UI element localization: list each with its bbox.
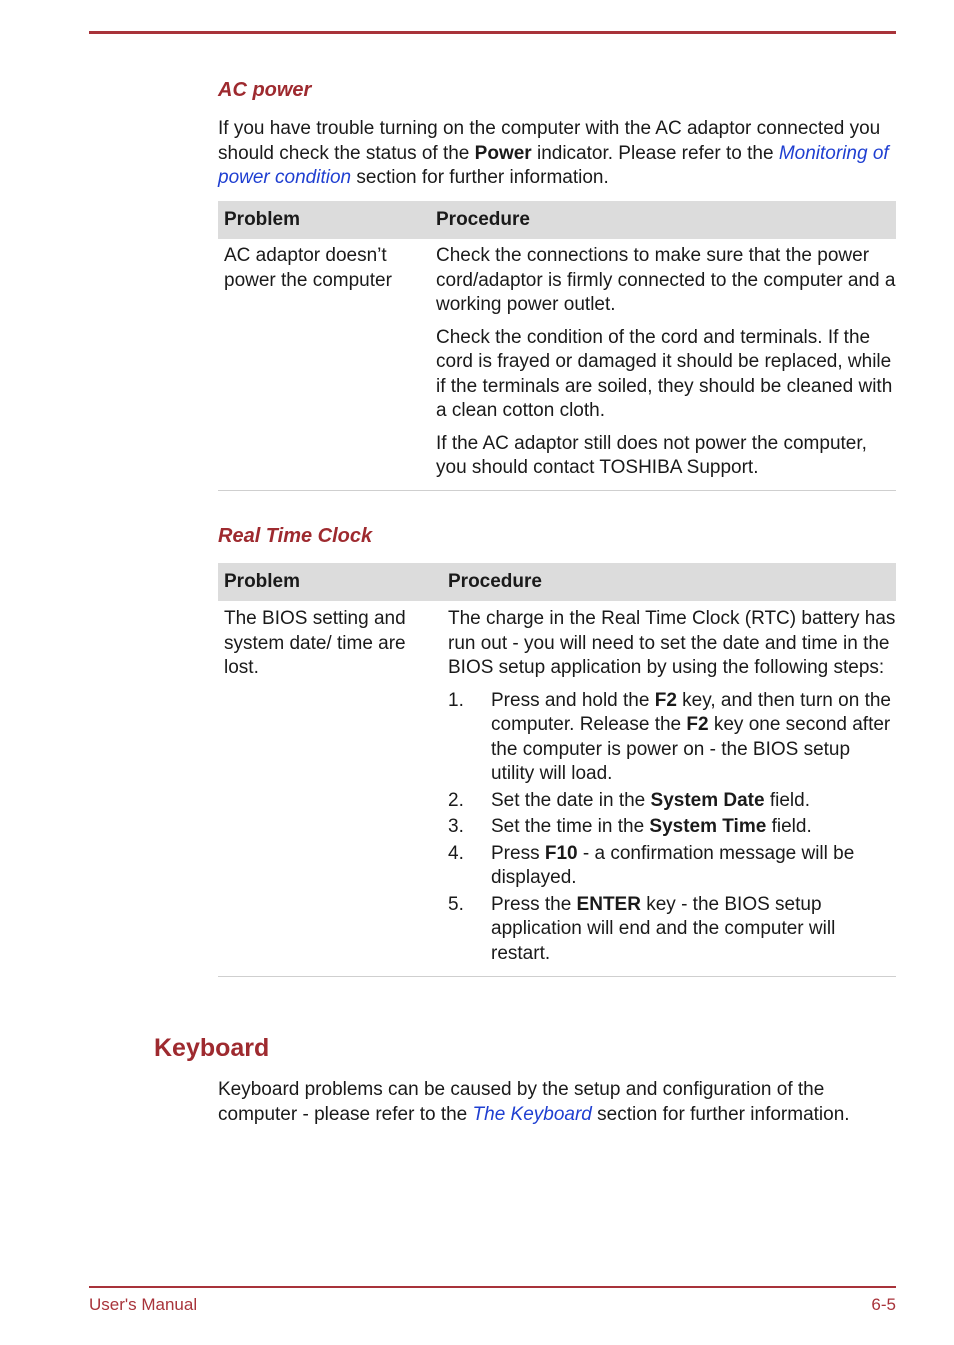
problem-cell: AC adaptor doesn’t power the computer xyxy=(218,239,430,490)
step-text: key one second after the computer is power on - the BIOS setup utility will load. xyxy=(491,714,891,784)
section-heading-keyboard: Keyboard xyxy=(154,1034,270,1062)
key-name: F2 xyxy=(654,689,677,711)
step-number: 4. xyxy=(448,842,464,864)
field-name: System Date xyxy=(650,789,765,811)
problem-cell: The BIOS setting and system date/ time are lost. xyxy=(218,601,442,977)
header-procedure: Procedure xyxy=(442,563,896,601)
header-procedure: Procedure xyxy=(430,201,896,239)
header-problem: Problem xyxy=(218,563,442,601)
step-text: Set the time in the xyxy=(491,816,650,837)
list-item xyxy=(448,815,896,840)
step-text: key - the BIOS setup application will end and the computer will restart. xyxy=(491,893,836,964)
procedure-cell xyxy=(430,239,896,490)
step-text: field. xyxy=(764,789,810,811)
power-indicator-term: Power xyxy=(474,142,532,164)
ac-power-intro-text-1: If you have trouble turning on the computer with the AC adaptor connected you should check the status of the xyxy=(218,118,881,164)
step-text: Set the date in the xyxy=(491,789,651,811)
procedure-paragraph: Check the connections to make sure that the power cord/adaptor is firmly connected to the computer and a working power outlet. xyxy=(436,245,896,315)
step-text: Press the xyxy=(491,893,577,915)
procedure-paragraph: If the AC adaptor still does not power the computer, you should contact TOSHIBA Support. xyxy=(436,432,867,478)
section-heading-real-time-clock: Real Time Clock xyxy=(218,525,373,547)
procedure-cell xyxy=(442,601,896,977)
ac-power-table xyxy=(218,201,896,491)
step-text: - a confirmation message will be displayed. xyxy=(491,842,855,888)
rtc-table xyxy=(218,563,896,977)
step-text: Press and hold the xyxy=(491,689,655,711)
section-heading-ac-power: AC power xyxy=(218,79,312,101)
key-name: F10 xyxy=(544,842,578,864)
the-keyboard-link[interactable]: The Keyboard xyxy=(472,1103,592,1125)
list-item xyxy=(448,893,896,967)
monitoring-power-condition-link[interactable]: Monitoring of power condition xyxy=(218,142,889,188)
key-name: ENTER xyxy=(576,893,641,915)
list-item xyxy=(448,789,896,814)
table-row xyxy=(218,601,896,977)
procedure-paragraph: Check the condition of the cord and terminals. If the cord is frayed or damaged it should be replaced, while if the terminals are soiled, they should be cleaned with a clean cotton cloth. xyxy=(436,326,893,421)
step-number: 2. xyxy=(448,789,464,811)
header-problem: Problem xyxy=(218,201,430,239)
top-rule xyxy=(89,31,896,34)
footer-manual-title: User's Manual xyxy=(89,1295,198,1314)
keyboard-text-2: section for further information. xyxy=(591,1103,850,1125)
step-number: 5. xyxy=(448,893,464,915)
step-text: key, and then turn on the computer. Release the xyxy=(491,689,891,735)
table-row xyxy=(218,239,896,490)
keyboard-text-1: Keyboard problems can be caused by the setup and configuration of the computer - please refer to the xyxy=(218,1079,825,1125)
ac-power-intro xyxy=(218,117,900,191)
ac-power-intro-text-3: section for further information. xyxy=(351,167,609,188)
bottom-rule xyxy=(89,1286,896,1288)
step-number: 1. xyxy=(448,689,464,711)
keyboard-paragraph xyxy=(218,1078,900,1127)
field-name: System Time xyxy=(649,816,767,837)
step-text: Press xyxy=(491,842,545,864)
step-number: 3. xyxy=(448,816,464,837)
procedure-paragraph: The charge in the Real Time Clock (RTC) battery has run out - you will need to set the date and time in the BIOS setup application by using the following steps: xyxy=(448,608,896,678)
footer-page-number: 6-5 xyxy=(871,1295,896,1314)
list-item xyxy=(448,842,896,891)
table-header-row xyxy=(218,563,896,601)
key-name: F2 xyxy=(686,714,709,735)
list-item xyxy=(448,689,896,787)
table-header-row xyxy=(218,201,896,239)
step-text: field. xyxy=(766,816,812,837)
ac-power-intro-text-2: indicator. Please refer to the xyxy=(531,142,779,164)
steps-list xyxy=(448,689,896,967)
